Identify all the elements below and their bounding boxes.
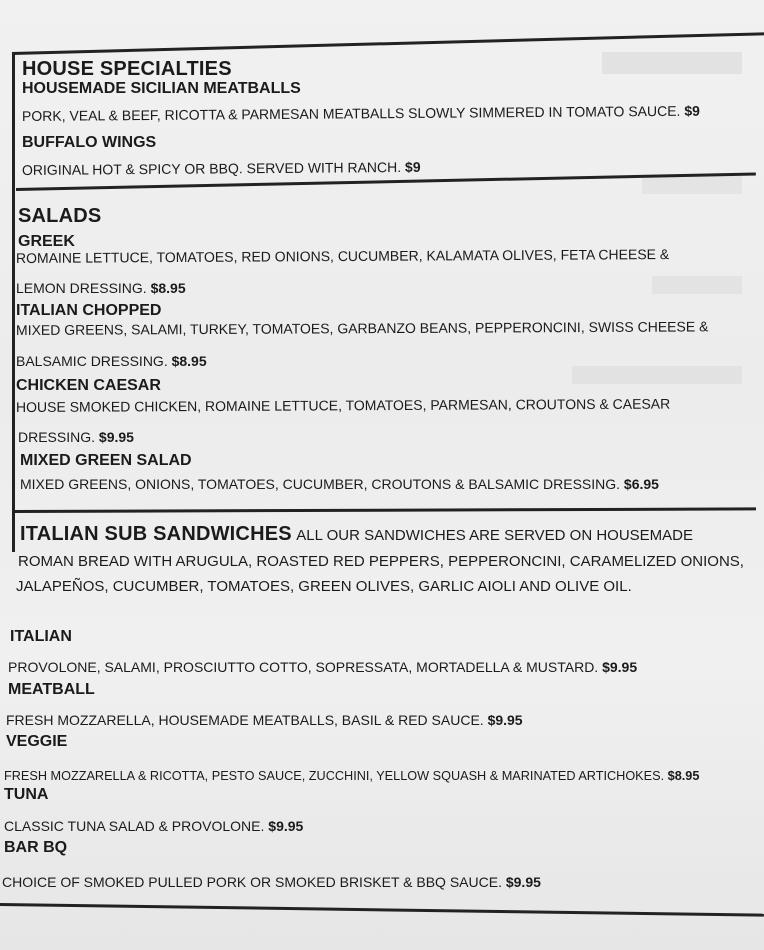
subs-intro: JALAPEÑOS, CUCUMBER, TOMATOES, GREEN OLIVES, GARLIC AIOLI AND OLIVE OIL.: [16, 578, 632, 595]
menu-item-name: MIXED GREEN SALAD: [20, 452, 192, 469]
menu-item-name: ITALIAN: [10, 628, 72, 645]
menu-item-description: MIXED GREENS, ONIONS, TOMATOES, CUCUMBER, CROUTONS & BALSAMIC DRESSING. $6.95: [20, 476, 659, 492]
menu-item-name: BAR BQ: [4, 839, 68, 856]
salads-heading: SALADS: [18, 205, 102, 227]
menu-item-description: CLASSIC TUNA SALAD & PROVOLONE. $9.95: [4, 818, 304, 834]
menu-item-price: $8.95: [667, 769, 700, 783]
menu-item-price: $8.95: [171, 353, 207, 369]
menu-item-price: $9.95: [487, 712, 523, 728]
section-divider: [0, 903, 764, 917]
menu-item-price: $6.95: [623, 476, 659, 492]
menu-item-name: VEGGIE: [6, 733, 68, 750]
menu-item-description: HOUSE SMOKED CHICKEN, ROMAINE LETTUCE, TOMATOES, PARMESAN, CROUTONS & CAESAR: [15, 395, 671, 415]
menu-item-name: GREEK: [18, 233, 75, 250]
menu-item-name: TUNA: [4, 786, 49, 803]
subs-intro: ALL OUR SANDWICHES ARE SERVED ON HOUSEMADE: [296, 527, 694, 544]
menu-item-description: LEMON DRESSING. $8.95: [16, 280, 186, 296]
menu-item-description: DRESSING. $9.95: [18, 429, 134, 445]
menu-item-price: $9.95: [98, 429, 134, 445]
menu-item-price: $9.95: [602, 659, 638, 675]
menu-item-description: CHOICE OF SMOKED PULLED PORK OR SMOKED BRISKET & BBQ SAUCE. $9.95: [2, 874, 541, 890]
menu-item-description: MIXED GREENS, SALAMI, TURKEY, TOMATOES, GARBANZO BEANS, PEPPERONCINI, SWISS CHEESE &: [15, 318, 709, 338]
show-through-ghost: [652, 276, 742, 294]
menu-item-description: ORIGINAL HOT & SPICY OR BBQ. SERVED WITH RANCH. $9: [21, 158, 421, 178]
subs-intro: ROMAN BREAD WITH ARUGULA, ROASTED RED PEPPERS, PEPPERONCINI, CARAMELIZED ONIONS,: [18, 553, 744, 570]
menu-item-description: PORK, VEAL & BEEF, RICOTTA & PARMESAN MEATBALLS SLOWLY SIMMERED IN TOMATO SAUCE. $9: [21, 102, 700, 124]
subs-heading-line: [20, 523, 693, 546]
subs-heading: ITALIAN SUB SANDWICHES: [20, 523, 292, 545]
menu-item-name: HOUSEMADE SICILIAN MEATBALLS: [22, 80, 301, 97]
menu-item-description: ROMAINE LETTUCE, TOMATOES, RED ONIONS, CUCUMBER, KALAMATA OLIVES, FETA CHEESE &: [15, 246, 670, 266]
menu-item-price: $9.95: [505, 874, 541, 890]
menu-item-name: MEATBALL: [8, 681, 95, 698]
menu-item-price: $9.95: [268, 818, 304, 834]
frame-left-border: [12, 52, 15, 552]
menu-item-description: FRESH MOZZARELLA & RICOTTA, PESTO SAUCE, ZUCCHINI, YELLOW SQUASH & MARINATED ARTICHOKES. $8.95: [4, 769, 700, 783]
menu-item-name: BUFFALO WINGS: [22, 134, 157, 151]
house-specialties-heading: HOUSE SPECIALTIES: [22, 58, 232, 80]
section-divider: [14, 507, 756, 513]
menu-item-description: FRESH MOZZARELLA, HOUSEMADE MEATBALLS, BASIL & RED SAUCE. $9.95: [6, 712, 523, 728]
show-through-ghost: [602, 52, 742, 74]
menu-item-price: $9: [404, 158, 421, 175]
show-through-ghost: [642, 176, 742, 194]
show-through-ghost: [572, 366, 742, 384]
menu-item-name: CHICKEN CAESAR: [16, 377, 161, 394]
menu-item-description: PROVOLONE, SALAMI, PROSCIUTTO COTTO, SOPRESSATA, MORTADELLA & MUSTARD. $9.95: [8, 659, 638, 675]
menu-item-description: BALSAMIC DRESSING. $8.95: [16, 353, 207, 369]
menu-item-name: ITALIAN CHOPPED: [16, 302, 162, 319]
menu-item-price: $8.95: [150, 280, 186, 296]
menu-item-price: $9: [684, 102, 700, 119]
